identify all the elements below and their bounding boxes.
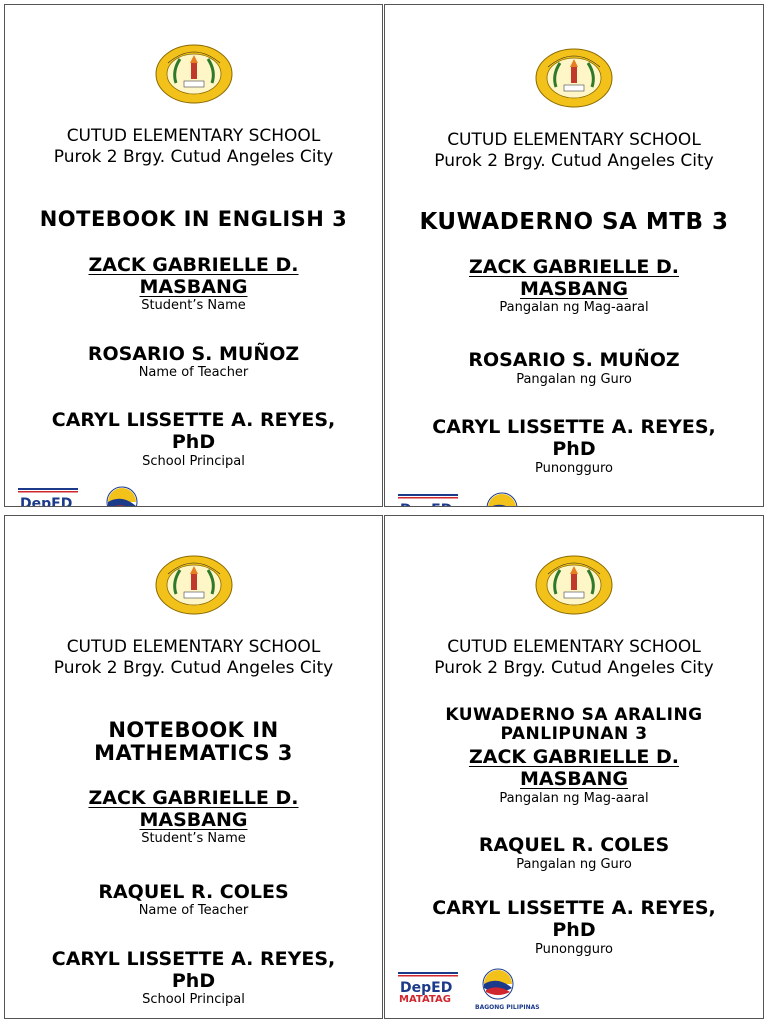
subject-title-line2: MATHEMATICS 3: [94, 741, 293, 765]
student-name-line2: MASBANG: [520, 768, 628, 790]
student-name-line1: ZACK GABRIELLE D.: [88, 254, 299, 276]
principal-name-line2: PhD: [171, 970, 216, 992]
principal-name-line2: PhD: [552, 438, 596, 460]
school-address: Purok 2 Brgy. Cutud Angeles City: [53, 658, 334, 678]
bagong-pilipinas-logo-icon: [473, 966, 523, 1006]
school-address: Purok 2 Brgy. Cutud Angeles City: [53, 147, 334, 167]
principal-name-line1: CARYL LISSETTE A. REYES,: [432, 897, 716, 919]
principal-role: Punongguro: [534, 461, 614, 476]
student-name-line2: MASBANG: [520, 278, 628, 300]
student-name-line2: MASBANG: [139, 276, 248, 298]
footer-logos: [17, 486, 177, 507]
teacher-name: ROSARIO S. MUÑOZ: [87, 343, 300, 365]
principal-name-line1: CARYL LISSETTE A. REYES,: [432, 416, 716, 438]
school-seal-icon: [534, 554, 614, 616]
subject-title-line1: NOTEBOOK IN: [108, 718, 279, 742]
teacher-role: Name of Teacher: [138, 365, 249, 380]
subject-title-line2: PANLIPUNAN 3: [500, 724, 648, 744]
bagong-pilipinas-label: BAGONG PILIPINAS: [475, 1004, 540, 1011]
principal-role: Punongguro: [534, 942, 614, 957]
footer-logos: [397, 492, 557, 507]
student-role: Pangalan ng Mag-aaral: [499, 300, 649, 315]
school-name: CUTUD ELEMENTARY SCHOOL: [447, 637, 701, 657]
bagong-pilipinas-logo-icon: [97, 484, 147, 507]
teacher-name: RAQUEL R. COLES: [478, 834, 670, 856]
student-role: Student’s Name: [141, 831, 246, 846]
subject-title: NOTEBOOK IN ENGLISH 3: [39, 207, 348, 231]
notebook-label-mathematics: [4, 515, 383, 1019]
subject-title-line1: KUWADERNO SA ARALING: [445, 705, 703, 725]
notebook-label-english: [4, 4, 383, 507]
principal-role: School Principal: [142, 992, 245, 1007]
school-address: Purok 2 Brgy. Cutud Angeles City: [434, 151, 714, 171]
subject-title: KUWADERNO SA MTB 3: [419, 209, 729, 235]
school-name: CUTUD ELEMENTARY SCHOOL: [66, 126, 321, 146]
student-name-line1: ZACK GABRIELLE D.: [468, 746, 680, 768]
matatag-label: MATATAG: [399, 994, 451, 1005]
principal-name-line1: CARYL LISSETTE A. REYES,: [51, 948, 336, 970]
notebook-label-araling-panlipunan: [384, 515, 764, 1019]
deped-logo-icon: [397, 492, 459, 507]
teacher-name: RAQUEL R. COLES: [98, 881, 289, 903]
teacher-role: Name of Teacher: [138, 903, 249, 918]
principal-name-line2: PhD: [171, 431, 216, 453]
principal-name-line1: CARYL LISSETTE A. REYES,: [51, 409, 336, 431]
notebook-label-mtb: [384, 4, 764, 507]
bagong-pilipinas-logo-icon: [477, 490, 527, 507]
footer-logos: [397, 970, 557, 1014]
school-name: CUTUD ELEMENTARY SCHOOL: [447, 130, 701, 150]
student-role: Pangalan ng Mag-aaral: [499, 791, 649, 806]
student-role: Student’s Name: [141, 298, 246, 313]
teacher-name: ROSARIO S. MUÑOZ: [468, 349, 680, 371]
student-name-line1: ZACK GABRIELLE D.: [88, 787, 299, 809]
principal-role: School Principal: [142, 454, 245, 469]
teacher-role: Pangalan ng Guro: [516, 857, 632, 872]
student-name-line1: ZACK GABRIELLE D.: [468, 256, 680, 278]
principal-name-line2: PhD: [552, 919, 596, 941]
teacher-role: Pangalan ng Guro: [516, 372, 632, 387]
school-seal-icon: [534, 47, 614, 109]
deped-logo-icon: [17, 486, 79, 507]
school-seal-icon: [154, 554, 234, 616]
school-address: Purok 2 Brgy. Cutud Angeles City: [434, 658, 714, 678]
school-seal-icon: [154, 43, 234, 105]
school-name: CUTUD ELEMENTARY SCHOOL: [66, 637, 321, 657]
student-name-line2: MASBANG: [139, 809, 248, 831]
